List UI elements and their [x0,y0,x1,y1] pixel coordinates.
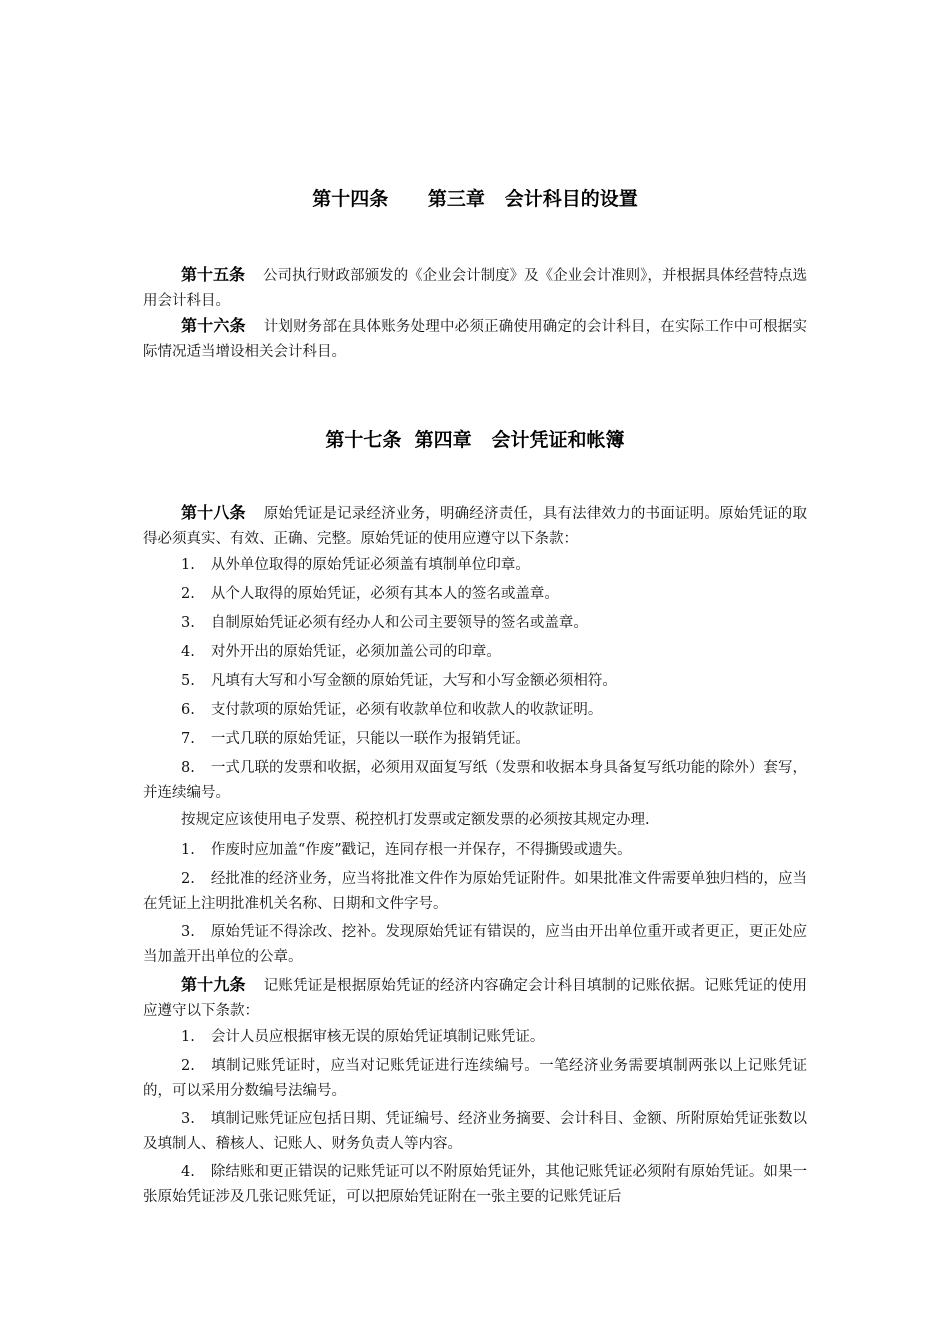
heading-chapter: 第三章 [427,188,485,210]
article-16 [143,313,807,365]
list-item: 8. 一式几联的发票和收据，必须用双面复写纸（发票和收据本身具备复写纸功能的除外）套写，并连续编号。 [143,760,807,801]
list-item: 3. 填制记账凭证应包括日期、凭证编号、经济业务摘要、会计科目、金额、所附原始凭证张数以及填制人、稽核人、记账人、财务负责人等内容。 [143,1111,807,1152]
article-label: 第十八条 [181,503,246,522]
heading-title: 会计科目的设置 [504,188,638,210]
heading-title: 会计凭证和帐簿 [491,429,625,451]
article-15 [143,262,807,314]
list-item: 4. 除结账和更正错误的记账凭证可以不附原始凭证外，其他记账凭证必须附有原始凭证。如果一张原始凭证涉及几张记账凭证，可以把原始凭证附在一张主要的记账凭证后 [143,1164,807,1205]
chapter-heading-3 [0,184,950,211]
list-item: 3. 原始凭证不得涂改、挖补。发现原始凭证有错误的，应当由开出单位重开或者更正，更正处应当加盖开出单位的公章。 [143,924,807,965]
list-item: 1. 会计人员应根据审核无误的原始凭证填制记账凭证。 [181,1029,545,1045]
list-item: 6. 支付款项的原始凭证，必须有收款单位和收款人的收款证明。 [181,702,603,718]
chapter-heading-4 [0,425,950,452]
list-item: 1. 从外单位取得的原始凭证必须盖有填制单位印章。 [181,557,530,573]
article-text: 计划财务部在具体账务处理中必须正确使用确定的会计科目，在实际工作中可根据实际情况适当增设相关会计科目。 [143,319,807,360]
article-label: 第十九条 [181,975,246,994]
article-18 [143,500,807,552]
article-text: 公司执行财政部颁发的《企业会计制度》及《企业会计准则》，并根据具体经营特点选用会计科目。 [143,268,807,309]
list-item: 4. 对外开出的原始凭证，必须加盖公司的印章。 [181,644,501,660]
article-label: 第十六条 [181,316,246,335]
heading-chapter: 第四章 [414,429,472,451]
list-item: 7. 一式几联的原始凭证，只能以一联作为报销凭证。 [181,731,530,747]
heading-article-label: 第十四条 [312,188,389,210]
list-item: 2. 从个人取得的原始凭证，必须有其本人的签名或盖章。 [181,586,559,602]
article-19 [143,972,807,1024]
list-item: 5. 凡填有大写和小写金额的原始凭证，大写和小写金额必须相符。 [181,673,617,689]
list-item: 2. 填制记账凭证时，应当对记账凭证进行连续编号。一笔经济业务需要填制两张以上记账凭证的，可以采用分数编号法编号。 [143,1058,807,1099]
note-paragraph: 按规定应该使用电子发票、税控机打发票或定额发票的必须按其规定办理. [181,812,650,828]
article-text: 记账凭证是根据原始凭证的经济内容确定会计科目填制的记账依据。记账凭证的使用应遵守以下条款： [143,978,807,1019]
list-item: 2. 经批准的经济业务，应当将批准文件作为原始凭证附件。如果批准文件需要单独归档的，应当在凭证上注明批准机关名称、日期和文件字号。 [143,871,807,912]
article-label: 第十五条 [181,265,246,284]
list-item: 1. 作废时应加盖“作废”戳记，连同存根一并保存，不得撕毁或遗失。 [181,842,632,858]
article-text: 原始凭证是记录经济业务，明确经济责任，具有法律效力的书面证明。原始凭证的取得必须真实、有效、正确、完整。原始凭证的使用应遵守以下条款： [143,506,807,547]
heading-article-label: 第十七条 [325,429,402,451]
list-item: 3. 自制原始凭证必须有经办人和公司主要领导的签名或盖章。 [181,615,588,631]
